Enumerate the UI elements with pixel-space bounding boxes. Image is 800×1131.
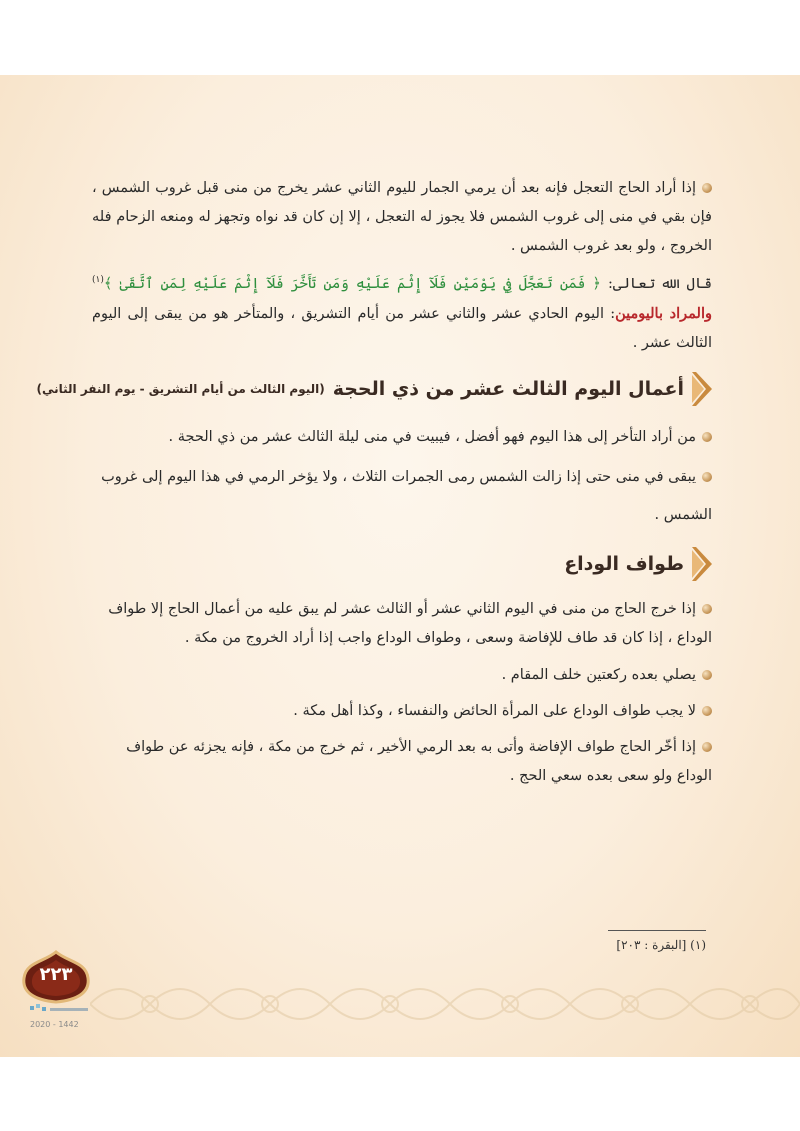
bullet-icon [702, 706, 712, 716]
heading-title: طواف الوداع [564, 553, 684, 575]
decorative-border-icon [90, 968, 800, 1040]
heading-farewell [564, 547, 712, 581]
list-item-text: إذا خرج الحاج من منى في اليوم الثاني عشر أو الثالث عشر لم يبق عليه من أعمال الحاج إلا طواف الوداع ، إذا كان قد طاف للإفاضة وسعى ، وطواف الوداع واجب إذا أراد الخروج من مكة . [108, 601, 712, 646]
bullet-icon [702, 604, 712, 614]
ministry-logo-icon [30, 1002, 90, 1016]
list-item-text: إذا أخّر الحاج طواف الإفاضة وأتى به بعد الرمي الأخير ، ثم خرج من مكة ، فإنه يجزئه عن طواف الوداع ولو سعى بعده سعي الحج . [126, 739, 712, 784]
list-item [92, 423, 712, 452]
page-number: ٢٢٣ [39, 964, 73, 985]
list-item-text: يصلي بعده ركعتين خلف المقام . [501, 667, 696, 683]
murad-text: : اليوم الحادي عشر والثاني عشر من أيام التشريق ، والمتأخر هو من يبقى إلى اليوم الثالث عشر . [92, 305, 712, 351]
list-item-text: لا يجب طواف الوداع على المرأة الحائض والنفساء ، وكذا أهل مكة . [293, 703, 696, 719]
top-margin [0, 0, 800, 75]
heading-thirteenth-day [37, 372, 713, 406]
heading-subtitle: (اليوم الثالث من أيام التشريق - يوم النفر الثاني) [36, 382, 325, 396]
list-item [92, 661, 712, 690]
bullet-icon [702, 432, 712, 442]
heading-title: أعمال اليوم الثالث عشر من ذي الحجة [332, 378, 684, 400]
intro-text: إذا أراد الحاج التعجل فإنه بعد أن يرمي الجمار لليوم الثاني عشر يخرج من منى قبل غروب الشمس ، فإن بقي في منى إلى غروب الشمس فلا يجوز له التعجل ، إلا إن كان قد نواه وتجهز له ومنعه الزحام فله الخروج ، ولو بعد غروب الشمس . [92, 180, 712, 254]
bullet-icon [702, 670, 712, 680]
footnote: (١) [البقرة : ٢٠٣] [616, 938, 706, 952]
heading-chevron-icon [692, 547, 712, 581]
edition-year: 2020 - 1442 [30, 1020, 79, 1029]
murad-label: والمراد باليومين [615, 304, 712, 322]
page-number-badge [16, 948, 96, 1028]
quran-quote-paragraph [92, 266, 712, 358]
heading-chevron-icon [692, 372, 712, 406]
list-item-text: من أراد التأخر إلى هذا اليوم فهو أفضل ، فيبيت في منى ليلة الثالث عشر من ذي الحجة . [168, 429, 696, 445]
list-item [92, 697, 712, 726]
footnote-divider [608, 930, 706, 931]
quran-verse: ﴿ فَمَن تَعَجَّلَ فِي يَوْمَيْنِ فَلَآ إِثْمَ عَلَيْهِ وَمَن تَأَخَّرَ فَلَآ إِثْمَ عَلَيْهِ لِمَنِ ٱتَّقَىٰ ﴾ [103, 275, 601, 292]
intro-paragraph [92, 174, 712, 261]
bullet-icon [702, 742, 712, 752]
quote-prefix: قال الله تعالى: [607, 275, 712, 292]
bottom-margin [0, 1057, 800, 1131]
bullet-icon [702, 472, 712, 482]
list-item [92, 458, 712, 534]
bullet-icon [702, 183, 712, 193]
list-item-text: يبقى في منى حتى إذا زالت الشمس رمى الجمرات الثلاث ، ولا يؤخر الرمي في هذا اليوم إلى غروب الشمس . [101, 469, 712, 523]
list-item [92, 733, 712, 791]
list-item [92, 595, 712, 653]
footnote-ref: (١) [92, 275, 104, 285]
